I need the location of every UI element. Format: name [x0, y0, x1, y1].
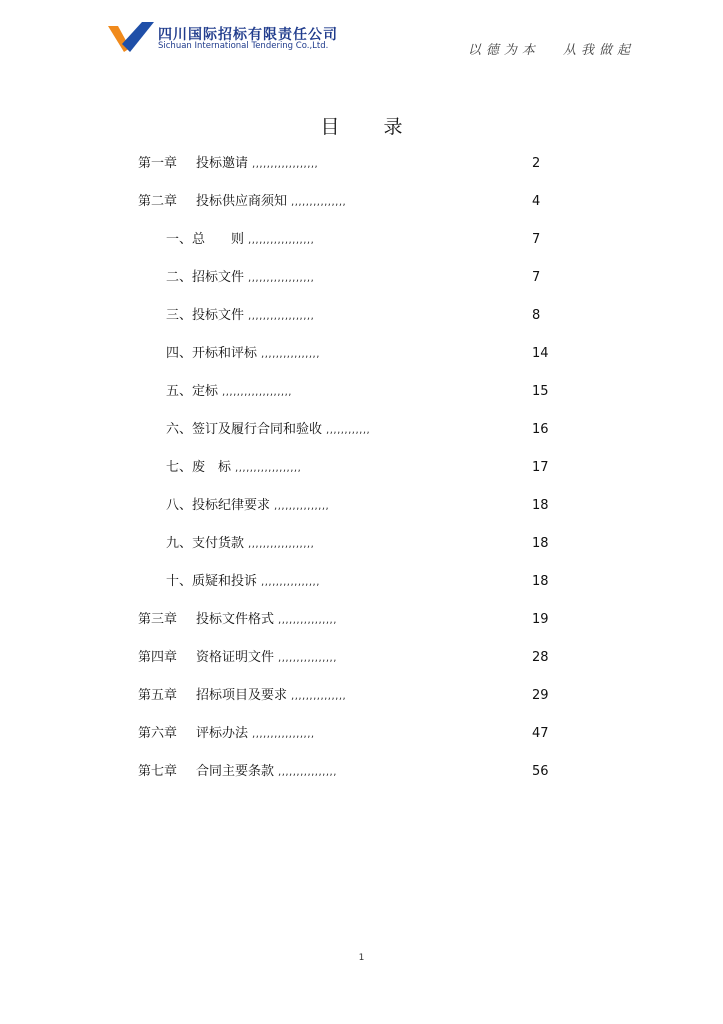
- toc-entry: [138, 724, 315, 744]
- toc-entry-page: 19: [532, 612, 549, 627]
- slogan: [468, 39, 635, 58]
- toc-entry-page: 18: [532, 498, 549, 513]
- toc-entry-title: 资格证明文件: [196, 650, 275, 665]
- toc-entry-leader: ,,,,,,,,,,,,: [326, 425, 371, 436]
- toc-entry-number: 第三章: [138, 612, 178, 627]
- toc-entry-page: 8: [532, 308, 541, 323]
- toc-entry: [166, 572, 320, 592]
- toc-entry: [138, 648, 337, 668]
- toc-entry-number: 二、: [166, 270, 193, 285]
- toc-entry-title: 签订及履行合同和验收: [192, 422, 323, 437]
- toc-entry-number: 八、: [166, 498, 193, 513]
- toc-entry-title: 招标文件: [192, 270, 245, 285]
- toc-entry-number: 第四章: [138, 650, 178, 665]
- toc-entry-leader: ,,,,,,,,,,,,,,,: [274, 501, 330, 512]
- toc-entry-number: 七、: [166, 460, 193, 475]
- toc-entry-page: 16: [532, 422, 549, 437]
- slogan-left: 以德为本: [467, 43, 540, 58]
- toc-entry: [166, 496, 329, 516]
- toc-entry: [166, 382, 292, 402]
- toc-entry-title: 合同主要条款: [196, 764, 275, 779]
- toc-entry: [166, 534, 314, 554]
- toc-entry-number: 十、: [166, 574, 193, 589]
- toc-entry-page: 18: [532, 536, 549, 551]
- toc-entry: [138, 610, 337, 630]
- toc-entry-page: 18: [532, 574, 549, 589]
- toc-entry-leader: ,,,,,,,,,,,,,,,,,,: [248, 235, 315, 246]
- toc-entry-title: 投标纪律要求: [192, 498, 271, 513]
- toc-entry-leader: ,,,,,,,,,,,,,,,,,,: [248, 539, 315, 550]
- slogan-right: 从我做起: [562, 43, 635, 58]
- toc-entry-leader: ,,,,,,,,,,,,,,,,,,: [248, 273, 315, 284]
- toc-entry-title: 总 则: [192, 232, 245, 247]
- toc-entry-page: 29: [532, 688, 549, 703]
- toc-entry-number: 第二章: [138, 194, 178, 209]
- toc-entry-leader: ,,,,,,,,,,,,,,,: [291, 691, 347, 702]
- toc-entry-leader: ,,,,,,,,,,,,,,,,: [278, 615, 337, 626]
- toc-entry-number: 五、: [166, 384, 193, 399]
- toc-entry-title: 支付货款: [192, 536, 245, 551]
- toc-entry: [166, 420, 370, 440]
- toc-entry-page: 2: [532, 156, 541, 171]
- toc-entry-number: 第六章: [138, 726, 178, 741]
- toc-entry-page: 15: [532, 384, 549, 399]
- toc-entry: [138, 686, 346, 706]
- toc-entry-title: 废 标: [192, 460, 232, 475]
- page-header: [0, 0, 723, 70]
- toc-entry-title: 质疑和投诉: [192, 574, 258, 589]
- toc-entry-leader: ,,,,,,,,,,,,,,,,: [261, 577, 320, 588]
- toc-entry-page: 28: [532, 650, 549, 665]
- toc-entry-page: 17: [532, 460, 549, 475]
- toc-entry-title: 定标: [192, 384, 219, 399]
- toc-entry-page: 56: [532, 764, 549, 779]
- toc-entry-leader: ,,,,,,,,,,,,,,,: [291, 197, 347, 208]
- toc-entry-leader: ,,,,,,,,,,,,,,,,: [278, 653, 337, 664]
- toc-entry-leader: ,,,,,,,,,,,,,,,,,: [252, 729, 315, 740]
- toc-entry-title: 投标文件格式: [196, 612, 275, 627]
- toc-entry-number: 第一章: [138, 156, 178, 171]
- toc-entry-title: 评标办法: [196, 726, 249, 741]
- toc-entry-leader: ,,,,,,,,,,,,,,,,: [261, 349, 320, 360]
- toc-entry-page: 7: [532, 270, 541, 285]
- toc-entry-title: 投标文件: [192, 308, 245, 323]
- toc-entry-page: 14: [532, 346, 549, 361]
- toc-entry: [138, 192, 346, 212]
- toc-entry: [166, 458, 301, 478]
- company-name-cn: 四川国际招标有限责任公司: [158, 27, 338, 43]
- toc-entry-page: 7: [532, 232, 541, 247]
- toc-entry-leader: ,,,,,,,,,,,,,,,,,,,: [222, 387, 292, 398]
- toc-entry-title: 招标项目及要求: [196, 688, 288, 703]
- toc-entry-number: 三、: [166, 308, 193, 323]
- toc-title: 目录: [320, 116, 447, 138]
- toc-entry: [166, 344, 320, 364]
- toc-entry-number: 四、: [166, 346, 193, 361]
- toc-entry-number: 六、: [166, 422, 193, 437]
- toc-entry-leader: ,,,,,,,,,,,,,,,,: [278, 767, 337, 778]
- toc-entry-number: 第七章: [138, 764, 178, 779]
- toc-entry: [166, 268, 314, 288]
- page-number: 1: [358, 953, 365, 963]
- toc-entry-number: 第五章: [138, 688, 178, 703]
- toc-entry-number: 九、: [166, 536, 193, 551]
- toc-entry-page: 47: [532, 726, 549, 741]
- toc-entry-title: 开标和评标: [192, 346, 258, 361]
- toc-entry: [166, 230, 314, 250]
- toc-entry-title: 投标邀请: [196, 156, 249, 171]
- company-name-en: Sichuan International Tendering Co.,Ltd.: [158, 41, 329, 51]
- company-logo-icon: [108, 22, 154, 52]
- toc-entry-leader: ,,,,,,,,,,,,,,,,,,: [248, 311, 315, 322]
- toc-entry-leader: ,,,,,,,,,,,,,,,,,,: [235, 463, 302, 474]
- toc-entry-page: 4: [532, 194, 541, 209]
- toc-entry-number: 一、: [166, 232, 193, 247]
- toc-entry: [138, 154, 318, 174]
- toc-entry: [138, 762, 337, 782]
- toc-entry: [166, 306, 314, 326]
- toc-entry-title: 投标供应商须知: [196, 194, 288, 209]
- toc-entry-leader: ,,,,,,,,,,,,,,,,,,: [252, 159, 319, 170]
